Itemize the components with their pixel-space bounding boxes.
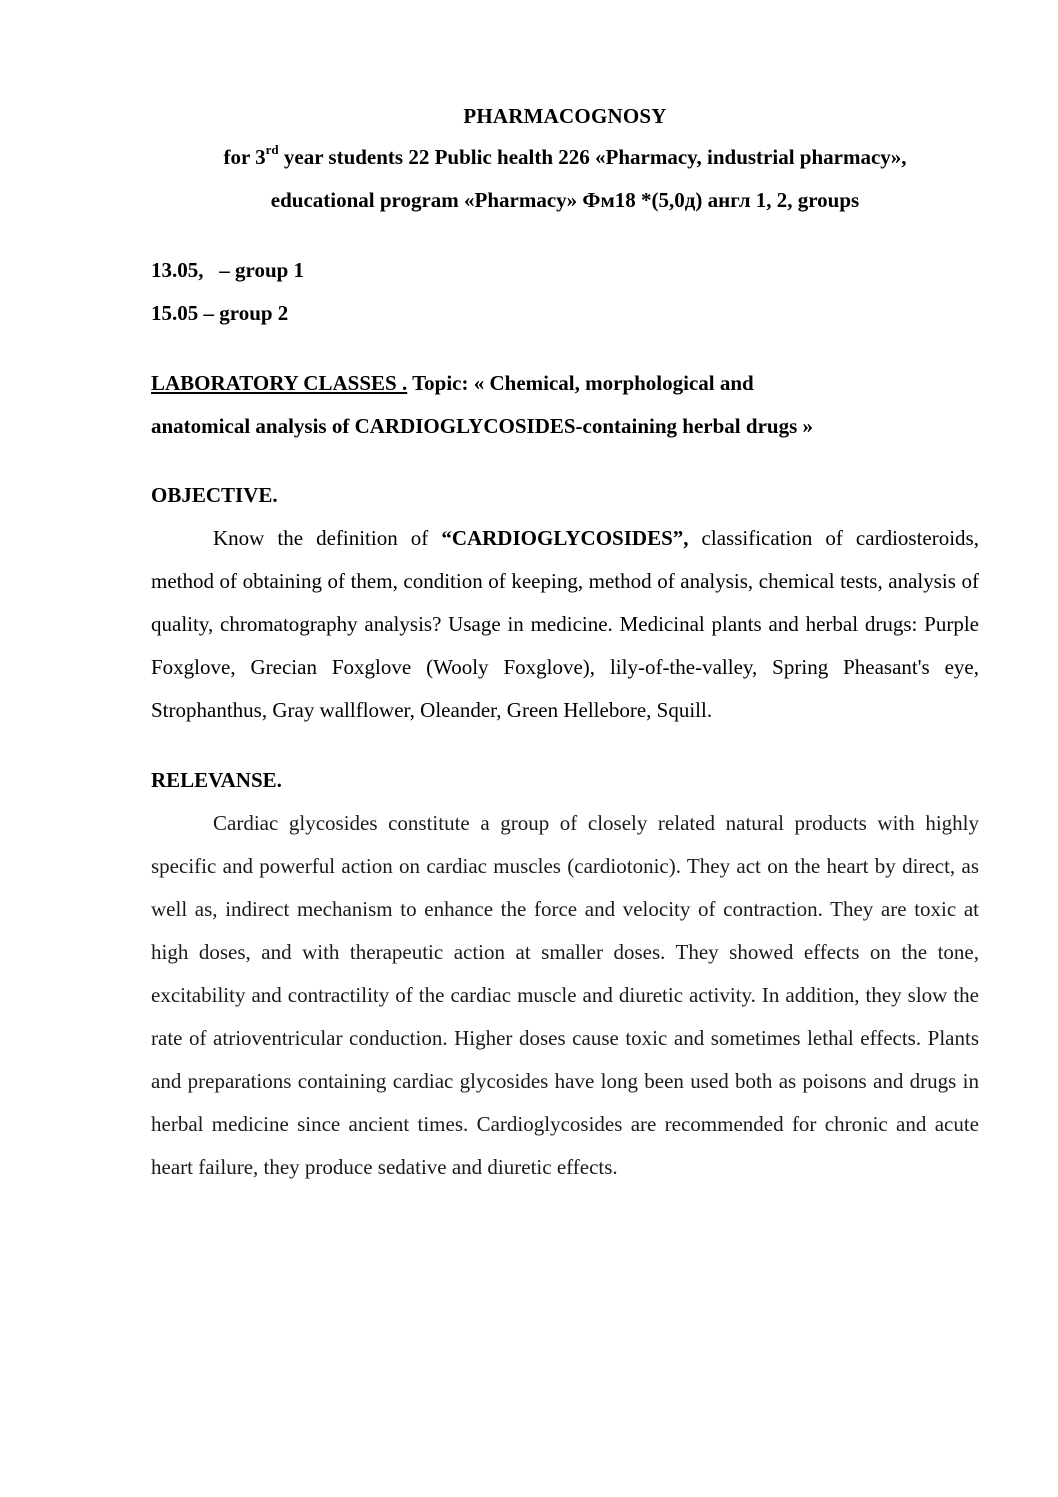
objective-text-bold: “CARDIOGLYCOSIDES”, [441, 526, 689, 550]
document-subtitle-line2: educational program «Pharmacy» Фм18 *(5,0д) англ 1, 2, groups [270, 188, 860, 212]
objective-paragraph [151, 517, 979, 732]
document-subtitle [151, 136, 979, 179]
document-title: PHARMACOGNOSY [463, 104, 667, 128]
relevance-paragraph: Cardiac glycosides constitute a group of closely related natural products with highly specific and powerful action on cardiac muscles (cardiotonic). They act on the heart by direct, as well as, indirect mechanism to enhance the force and velocity of contraction. They are toxic at high doses, and with therapeutic action at smaller doses. They showed effects on the tone, excitability and contractility of the cardiac muscle and diuretic activity. In addition, they slow the rate of atrioventricular conduction. Higher doses cause toxic and sometimes lethal effects. Plants and preparations containing cardiac glycosides have long been used both as poisons and drugs in herbal medicine since ancient times. Cardioglycosides are recommended for chronic and acute heart failure, they produce sedative and diuretic effects. [151, 811, 979, 1179]
subtitle-sup: rd [265, 142, 279, 157]
topic-line-1 [151, 362, 979, 405]
objective-heading: OBJECTIVE. [151, 483, 278, 507]
schedule-item-group-1: 13.05, – group 1 [151, 258, 305, 282]
topic-label: LABORATORY CLASSES . [151, 371, 408, 395]
subtitle-post: year students 22 Public health 226 «Pharmacy, industrial pharmacy», [278, 145, 907, 169]
topic-line-2: anatomical analysis of CARDIOGLYCOSIDES-containing herbal drugs » [151, 414, 813, 438]
relevance-heading: RELEVANSE. [151, 768, 282, 792]
subtitle-pre: for 3 [223, 145, 266, 169]
schedule-item-group-2: 15.05 – group 2 [151, 301, 289, 325]
objective-text-post: classification of cardiosteroids, method of obtaining of them, condition of keeping, method of analysis, chemical tests, analysis of quality, chromatography analysis? Usage in medicine. Medicinal plants and herbal drugs: Purple Foxglove, Grecian Foxglove (Wooly Foxglove), lily-of-the-valley, Spring Pheasant's eye, Strophanthus, Gray wallflower, Oleander, Green Hellebore, Squill. [151, 526, 979, 722]
topic-text-1: Topic: « Chemical, morphological and [407, 371, 754, 395]
objective-text-pre: Know the definition of [213, 526, 442, 550]
page-content [151, 96, 979, 1189]
